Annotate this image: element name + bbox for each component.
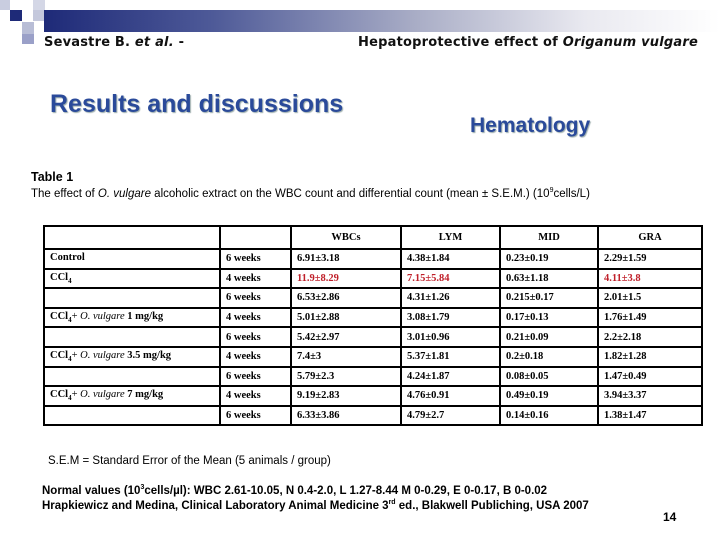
table-label: Table 1 [31, 170, 74, 184]
header-topic: Hepatoprotective effect of Origanum vulgare [358, 35, 698, 50]
value-cell: 4.11±3.8 [598, 269, 702, 289]
value-cell: 11.9±8.29 [291, 269, 401, 289]
group-cell: Control [44, 249, 220, 269]
value-cell: 9.19±2.83 [291, 386, 401, 406]
table-row [44, 406, 702, 426]
group-cell [44, 367, 220, 387]
value-cell: 5.42±2.97 [291, 327, 401, 347]
group-cell: CCl$_4$+ O. vulgare 7 mg/kg [44, 386, 220, 406]
value-cell: 0.08±0.05 [500, 367, 598, 387]
group-cell [44, 327, 220, 347]
normal-values: Normal values $(10^3cells/\mu l)$: WBC 2.61-10.05, N 0.4-2.0, L 1.27-8.44 M 0-0.29, E 0-0.17, B 0-0.02 [42, 484, 548, 497]
section-title: Results and discussions [50, 90, 344, 118]
group-cell: CCl$_4$+ O. vulgare 3.5 mg/kg [44, 347, 220, 367]
time-cell: 4 weeks [220, 308, 291, 328]
table-row [44, 249, 702, 269]
time-cell: 4 weeks [220, 269, 291, 289]
value-cell: 6.53±2.86 [291, 288, 401, 308]
value-cell: 3.01±0.96 [401, 327, 500, 347]
value-cell: 5.01±2.88 [291, 308, 401, 328]
header-author: Sevastre B. et al. - [44, 35, 185, 50]
value-cell: 6.91±3.18 [291, 249, 401, 269]
value-cell: 0.215±0.17 [500, 288, 598, 308]
value-cell: 7.15±5.84 [401, 269, 500, 289]
column-header: LYM [401, 226, 500, 249]
group-cell [44, 406, 220, 426]
table-row [44, 288, 702, 308]
sem-note: S.E.M = Standard Error of the Mean (5 animals / group) [48, 455, 331, 467]
value-cell: 1.82±1.28 [598, 347, 702, 367]
decor-square [22, 34, 34, 44]
decor-square [22, 22, 34, 34]
value-cell: 0.14±0.16 [500, 406, 598, 426]
table-row [44, 347, 702, 367]
value-cell: 1.47±0.49 [598, 367, 702, 387]
value-cell: 4.76±0.91 [401, 386, 500, 406]
time-cell: 6 weeks [220, 288, 291, 308]
time-cell: 6 weeks [220, 406, 291, 426]
table-row [44, 386, 702, 406]
value-cell: 0.2±0.18 [500, 347, 598, 367]
header-gradient-bar [44, 10, 720, 32]
table-row [44, 269, 702, 289]
time-cell: 6 weeks [220, 367, 291, 387]
value-cell: 0.21±0.09 [500, 327, 598, 347]
value-cell: 0.49±0.19 [500, 386, 598, 406]
value-cell: 3.94±3.37 [598, 386, 702, 406]
value-cell: 4.79±2.7 [401, 406, 500, 426]
decor-square [0, 0, 10, 10]
table-row [44, 367, 702, 387]
value-cell: 3.08±1.79 [401, 308, 500, 328]
value-cell: 6.33±3.86 [291, 406, 401, 426]
value-cell: 4.24±1.87 [401, 367, 500, 387]
results-table [43, 225, 703, 426]
value-cell: 2.2±2.18 [598, 327, 702, 347]
value-cell: 0.23±0.19 [500, 249, 598, 269]
value-cell: 4.31±1.26 [401, 288, 500, 308]
time-cell: 6 weeks [220, 327, 291, 347]
column-header: WBCs [291, 226, 401, 249]
column-header [44, 226, 220, 249]
value-cell: 5.37±1.81 [401, 347, 500, 367]
group-cell: CCl$_4$+ O. vulgare 1 mg/kg [44, 308, 220, 328]
value-cell: 2.01±1.5 [598, 288, 702, 308]
time-cell: 6 weeks [220, 249, 291, 269]
group-cell [44, 288, 220, 308]
column-header [220, 226, 291, 249]
page-number: 14 [663, 510, 677, 524]
decor-square [10, 10, 22, 21]
column-header: GRA [598, 226, 702, 249]
reference: Hrapkiewicz and Medina, Clinical Laboratory Animal Medicine 3rd ed., Blakwell Publiching, USA 2007 [42, 499, 589, 512]
value-cell: 4.38±1.84 [401, 249, 500, 269]
table-row [44, 327, 702, 347]
time-cell: 4 weeks [220, 386, 291, 406]
value-cell: 0.17±0.13 [500, 308, 598, 328]
table-header-row [44, 226, 702, 249]
value-cell: 5.79±2.3 [291, 367, 401, 387]
time-cell: 4 weeks [220, 347, 291, 367]
value-cell: 1.38±1.47 [598, 406, 702, 426]
value-cell: 1.76±1.49 [598, 308, 702, 328]
value-cell: 0.63±1.18 [500, 269, 598, 289]
table-row [44, 308, 702, 328]
subsection-title: Hematology [470, 114, 591, 137]
value-cell: 7.4±3 [291, 347, 401, 367]
value-cell: 2.29±1.59 [598, 249, 702, 269]
group-cell: CCl$_4$ [44, 269, 220, 289]
column-header: MID [500, 226, 598, 249]
decor-square [33, 0, 45, 10]
table-caption: The effect of O. vulgare alcoholic extract on the WBC count and differential count (mean ± S.E.M.) $(10^9cells/L)$ [31, 187, 590, 200]
